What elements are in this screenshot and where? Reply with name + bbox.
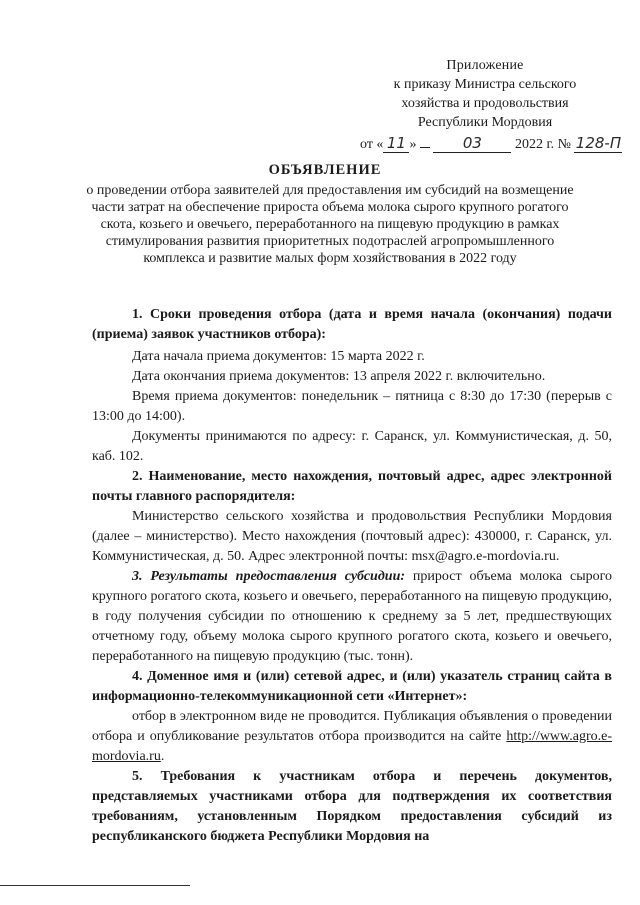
- section-4-tail: .: [160, 749, 165, 764]
- appendix-line: Республики Мордовия: [417, 115, 553, 130]
- section-1-hours: Время приема документов: понедельник – пятница с 8:30 до 17:30 (перерыв с 13:00 до 14:00).: [92, 389, 612, 424]
- section-3-body: прирост объема молока сырого крупного рогатого скота, козьего и овечьего, переработанного на пищевую продукцию, в году получения субсидии по отношению к среднему за 5 лет, предшествующих отчетному году, объему молока сырого крупного рогатого скота, козьего и овечьего, переработанного на пищевую продукцию (тыс. тонн).: [92, 569, 612, 664]
- year-text: 2022 г. №: [514, 137, 571, 152]
- section-1-start-date: Дата начала приема документов: 15 марта 2022 г.: [132, 349, 425, 364]
- footer-rule: [0, 885, 190, 886]
- appendix-line: хозяйства и продовольствия: [401, 96, 569, 111]
- section-4-text: отбор в электронном виде не проводится. Публикация объявления о проведении отбора и опубликование результатов отбора производится на сайте: [92, 709, 612, 744]
- document-subtitle: о проведении отбора заявителей для предоставления им субсидий на возмещение части затрат на обеспечение прироста объема молока сырого крупного рогатого скота, козьего и овечьего, переработанного на пищевую продукцию в рамках стимулирования развития приоритетных подотраслей агропромышленного комплекса и развитие малых форм хозяйствования в 2022 году: [86, 183, 574, 266]
- section-1-end-date: Дата окончания приема документов: 13 апреля 2022 г. включительно.: [132, 369, 546, 384]
- section-4-body: [92, 707, 612, 767]
- handwritten-number: 128-П: [575, 134, 622, 152]
- section-5-title: 5. Требования к участникам отбора и перечень документов, представляемых участниками отбора для подтверждения их соответствия требованиям, установленным Порядком предоставления субсидий из республиканского бюджета Республики Мордовия на: [92, 769, 612, 844]
- document-body: [92, 305, 612, 847]
- section-3: [92, 567, 612, 667]
- section-4-title: 4. Доменное имя и (или) сетевой адрес, и (или) указатель страниц сайта в информационно-телекоммуникационной сети «Интернет»:: [92, 669, 612, 704]
- section-3-title: 3. Результаты предоставления субсидии:: [132, 569, 406, 584]
- order-date-line: [360, 134, 630, 153]
- appendix-title: Приложение: [446, 58, 524, 73]
- section-2-title: 2. Наименование, место нахождения, почтовый адрес, адрес электронной почты главного распорядителя:: [92, 469, 612, 504]
- blank-dash: [420, 147, 430, 148]
- agro-site-link[interactable]: http://www.agro.e-mordovia.ru: [92, 729, 612, 764]
- section-1-title: 1. Сроки проведения отбора (дата и время начала (окончания) подачи (приема) заявок участников отбора):: [92, 307, 612, 342]
- date-mid: »: [409, 137, 417, 152]
- section-2-body: Министерство сельского хозяйства и продовольствия Республики Мордовия (далее – министерство). Место нахождения (почтовый адрес): 430000, г. Саранск, ул. Коммунистическая, д. 50. Адрес электронной почты: msx@agro.e-mordovia.ru.: [92, 509, 612, 564]
- appendix-block: [355, 56, 615, 132]
- document-heading: ОБЪЯВЛЕНИЕ: [268, 162, 382, 178]
- handwritten-day: 11: [383, 134, 409, 153]
- section-1-address: Документы принимаются по адресу: г. Саранск, ул. Коммунистическая, д. 50, каб. 102.: [92, 429, 612, 464]
- handwritten-month: 03: [433, 134, 511, 153]
- date-prefix: от «: [360, 137, 384, 152]
- appendix-line: к приказу Министра сельского: [393, 77, 577, 92]
